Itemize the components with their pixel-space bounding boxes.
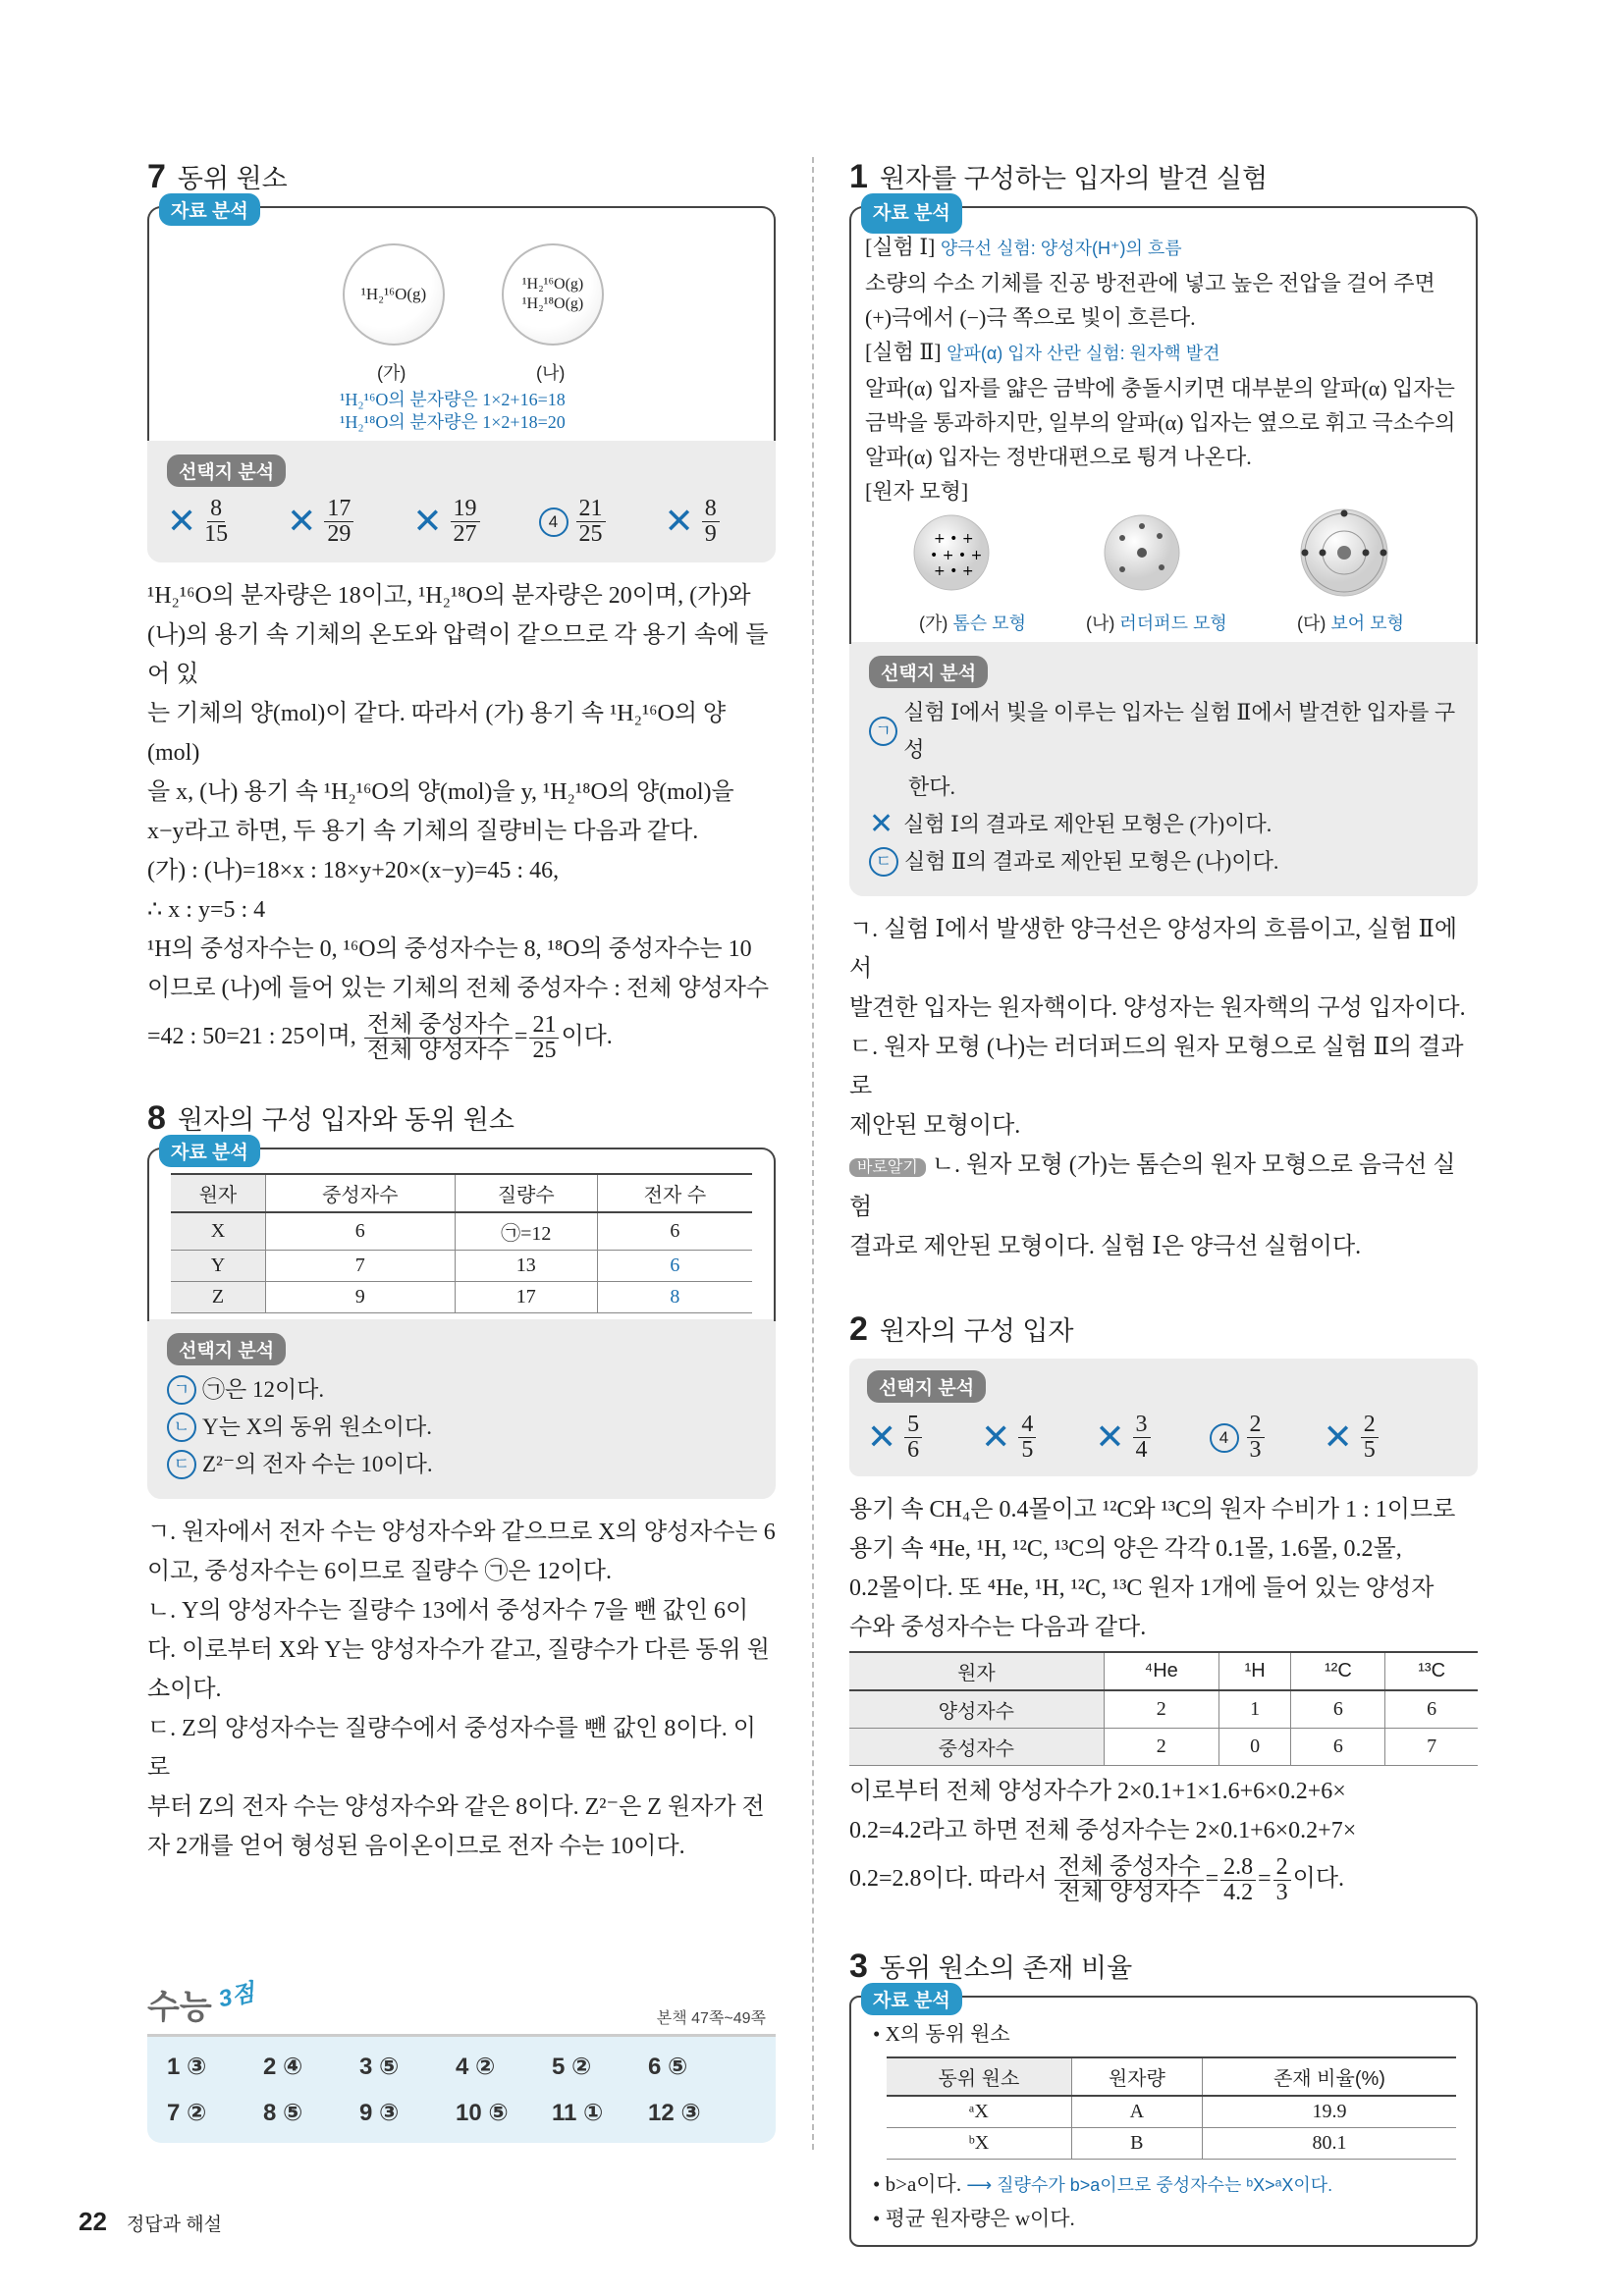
r1-explanation: ㄱ. 실험 Ⅰ에서 발생한 양극선은 양성자의 흐름이고, 실험 Ⅱ에서 발견한 입자는 원자핵이다. 양성자는 원자핵의 구성 입자이다. ㄷ. 원자 모형 (나)는 러더퍼드의 원자 모형으로 실험 Ⅱ의 결과로 제안된 모형이다. 바로알기 ㄴ. 원자 모형 (가)는 톰슨의 원자 모형으로 음극선 실험 결과로 제안된 모형이다. 실험 Ⅰ은 양극선 실험이다.: [849, 917, 1466, 1259]
q7-choice-3: ✕ $\frac{19}{27}$: [412, 497, 481, 547]
q7-final-line: =42 : 50=21 : 25이며, $\frac{\text{전체 중성자수}}{\text{전체 양성자수}}$ = $\frac{21}{25}$ 이다.: [147, 1012, 613, 1064]
correct-mark-icon: ㄱ: [167, 1375, 196, 1405]
r2-choice-4: 4 $\frac{2}{3}$: [1210, 1413, 1267, 1463]
r2-choice-1: ✕ $\frac{5}{6}$: [867, 1413, 924, 1463]
table-row: ᵃX A 19.9: [887, 2096, 1456, 2128]
table-row: ᵇX B 80.1: [887, 2128, 1456, 2160]
q7-choice-1: ✕ $\frac{8}{15}$: [167, 496, 229, 548]
wrong-mark-icon: ✕: [167, 501, 197, 542]
r2-choices: [867, 1413, 1460, 1463]
q8-table: 원자 중성자수 질량수 전자 수 X 6 ㉠=12 6 Y 7 13 6 Z 9 17 8: [171, 1173, 752, 1313]
q7-heading: 7 동위 원소: [147, 158, 288, 195]
q8-option-2: ㄴ Y는 X의 동위 원소이다.: [167, 1409, 756, 1446]
table-row: X 6 ㉠=12 6: [171, 1212, 752, 1251]
r2-table: 원자 ⁴He ¹H ¹²C ¹³C 양성자수 2 1 6 6 중성자수 2 0 6 7: [849, 1651, 1478, 1766]
table-row: 양성자수 2 1 6 6: [849, 1690, 1478, 1729]
thomson-model-icon: [914, 515, 989, 590]
correct-mark-icon: 4: [539, 507, 568, 537]
r2-heading: 2 원자의 구성 입자: [849, 1310, 1074, 1348]
r2-final-line: 0.2=2.8이다. 따라서 $\frac{\text{전체 중성자수}}{\text{전체 양성자수}}$ = $\frac{2.8}{4.2}$ = $\frac{2}{3}$ 이다.: [849, 1854, 1345, 1906]
data-analysis-tag: 자료 분석: [159, 1135, 260, 1167]
label-b: (나): [536, 363, 566, 383]
wrong-mark-icon: ✕: [664, 501, 694, 542]
r3-data-panel: 자료 분석 • X의 동위 원소 동위 원소 원자량 존재 비율(%) ᵃX A 19.9 ᵇX B 80.1 • b>a이다. ⟶ 질량수가 b>a이므로 중성자수는 ᵇX>ᵃX이다. • 평균 원자량은 w이다.: [849, 1996, 1478, 2247]
table-row: Y 7 13 6: [171, 1251, 752, 1282]
q7-choice-box: [147, 441, 776, 562]
correct-mark-icon: ㄴ: [167, 1413, 196, 1442]
model-label-a: (가) 톰슨 모형: [919, 614, 1026, 633]
choice-analysis-tag: 선택지 분석: [167, 454, 286, 487]
answer-key-range: 본책 47쪽~49쪽: [656, 2010, 766, 2027]
r2-choice-3: ✕ $\frac{3}{4}$: [1095, 1413, 1152, 1463]
q8-data-panel: [147, 1143, 776, 1321]
r2-calculation: 이로부터 전체 양성자수가 2×0.1+1×1.6+6×0.2+6× 0.2=4.2라고 하면 전체 중성자수는 2×0.1+6×0.2+7× 0.2=2.8이다. 따라서 $\frac{\text{전체 중성자수}}{\text{전체 양성자수}}$ = $\frac{2.8}{4.2}$ = $\frac{2}{3}$ 이다.: [849, 1772, 1478, 1907]
wrong-mark-icon: ✕: [1095, 1416, 1125, 1458]
q7-explanation: ¹H₂¹⁶O의 분자량은 18이고, ¹H₂¹⁸O의 분자량은 20이며, (가)와 (나)의 용기 속 기체의 온도와 압력이 같으므로 각 용기 속에 들어 있 는 기체의 양(mol)이 같다. 따라서 (가) 용기 속 ¹H₂¹⁶O의 양(mol) 을 x, (나) 용기 속 ¹H₂¹⁶O의 양(mol)을 y, ¹H₂¹⁸O의 양(mol)을 x−y라고 하면, 두 용기 속 기체의 질량비는 다음과 같다. (가) : (나)=18×x : 18×y+20×(x−y)=45 : 46, ∴ x : y=5 : 4 ¹H의 중성자수는 0, ¹⁶O의 중성자수는 8, ¹⁸O의 중성자수는 10 이므로 (나)에 들어 있는 기체의 전체 중성자수 : 전체 양성자수 =42 : 50=21 : 25이며, $\frac{\text{전체 중성자수}}{\text{전체 양성자수}}$ = $\frac{21}{25}$ 이다.: [147, 576, 776, 1065]
data-analysis-tag: 자료 분석: [861, 193, 962, 234]
correct-mark-icon: ㄷ: [869, 847, 898, 877]
table-row: Z 9 17 8: [171, 1282, 752, 1313]
container-b: ¹H₂¹⁶O(g) ¹H₂¹⁸O(g): [502, 243, 604, 346]
answer-key-title: 수능: [147, 1989, 212, 2026]
correct-mark-icon: ㄷ: [167, 1450, 196, 1479]
table-row: 중성자수 2 0 6 7: [849, 1729, 1478, 1766]
r1-heading: 1 원자를 구성하는 입자의 발견 실험: [849, 158, 1269, 195]
q8-option-1: ㄱ ㉠은 12이다.: [167, 1371, 756, 1409]
correct-mark-icon: ㄱ: [869, 717, 897, 746]
bohr-model-icon: [1301, 509, 1387, 596]
q8-heading: 8 원자의 구성 입자와 동위 원소: [147, 1099, 514, 1138]
wrong-mark-icon: ✕: [869, 807, 894, 841]
svg-text:• + • +: • + • +: [930, 548, 983, 563]
wrong-mark-icon: ✕: [412, 501, 443, 542]
footer-text: 정답과 해설: [126, 2215, 222, 2235]
svg-text:+ • +: + • +: [934, 531, 974, 547]
q7-choice-4: 4 $\frac{21}{25}$: [539, 497, 608, 547]
q7-choice-2: ✕ $\frac{17}{29}$: [287, 497, 355, 547]
atom-models-figure: [865, 508, 1462, 636]
right-column: [849, 157, 1478, 2247]
wrong-mark-icon: ✕: [1323, 1416, 1353, 1458]
data-analysis-tag: 자료 분석: [159, 193, 260, 226]
r2-explanation: 용기 속 CH₄은 0.4몰이고 ¹²C와 ¹³C의 원자 수비가 1 : 1이므로 용기 속 ⁴He, ¹H, ¹²C, ¹³C의 양은 각각 0.1몰, 1.6몰, 0.2몰, 0.2몰이다. 또 ⁴He, ¹H, ¹²C, ¹³C 원자 1개에 들어 있는 양성자 수와 중성자수는 다음과 같다.: [849, 1497, 1456, 1641]
wrong-mark-icon: ✕: [981, 1416, 1011, 1458]
data-analysis-tag: 자료 분석: [861, 1983, 962, 2015]
q7-note-1: ¹H₂¹⁶O의 분자량은 1×2+16=18: [340, 390, 566, 409]
q7-data-panel: [147, 201, 776, 441]
q7-choice-5: ✕ $\frac{8}{9}$: [665, 497, 722, 547]
column-divider: [812, 157, 814, 2150]
r1-option-3: ㄷ 실험 Ⅱ의 결과로 제안된 모형은 (나)이다.: [869, 843, 1458, 881]
answer-key-badge: 3점: [215, 1979, 257, 2013]
label-a: (가): [377, 363, 406, 383]
left-column: [147, 157, 776, 1866]
wrong-mark-icon: ✕: [867, 1416, 897, 1458]
r3-heading: 3 동위 원소의 존재 비율: [849, 1948, 1133, 1986]
r2-choice-5: ✕ $\frac{2}{5}$: [1324, 1413, 1380, 1463]
fix-tag: 바로알기: [849, 1158, 926, 1177]
r3-table: 동위 원소 원자량 존재 비율(%) ᵃX A 19.9 ᵇX B 80.1: [887, 2056, 1456, 2160]
r2-choice-box: [849, 1359, 1478, 1476]
model-label-b: (나) 러더퍼드 모형: [1086, 614, 1227, 633]
wrong-mark-icon: ✕: [287, 501, 317, 542]
r1-option-1: ㄱ 실험 Ⅰ에서 빛을 이루는 입자는 실험 Ⅱ에서 발견한 입자를 구성: [869, 694, 1458, 769]
correct-mark-icon: 4: [1210, 1423, 1239, 1453]
container-a: ¹H₂¹⁶O(g): [343, 243, 445, 346]
answer-key: [147, 1973, 776, 2143]
q8-explanation: ㄱ. 원자에서 전자 수는 양성자수와 같으므로 X의 양성자수는 6 이고, 중성자수는 6이므로 질량수 ㉠은 12이다. ㄴ. Y의 양성자수는 질량수 13에서 중성자수 7을 뺀 값인 6이 다. 이로부터 X와 Y는 양성자수가 같고, 질량수가 다른 동위 원 소이다. ㄷ. Z의 양성자수는 질량수에서 중성자수를 뺀 값인 8이다. 이로 부터 Z의 전자 수는 양성자수와 같은 8이다. Z²⁻은 Z 원자가 전 자 2개를 얻어 형성된 음이온이므로 전자 수는 10이다.: [147, 1520, 776, 1860]
r1-choice-box: 선택지 분석 ㄱ 실험 Ⅰ에서 빛을 이루는 입자는 실험 Ⅱ에서 발견한 입자를 구성 한다. ✕ 실험 Ⅰ의 결과로 제안된 모형은 (가)이다. ㄷ 실험 Ⅱ의 결과로 제안된 모형은 (나)이다.: [849, 642, 1478, 896]
r1-data-panel: 자료 분석 [실험 Ⅰ] 양극선 실험: 양성자(H⁺)의 흐름 소량의 수소 기체를 진공 방전관에 넣고 높은 전압을 걸어 주면 (+)극에서 (−)극 쪽으로 빛이 흐른다. [실험 Ⅱ] 알파(α) 입자 산란 실험: 원자핵 발견 알파(α) 입자를 얇은 금박에 충돌시키면 대부분의 알파(α) 입자는 금박을 통과하지만, 일부의 알파(α) 입자는 옆으로 휘고 극소수의 알파(α) 입자는 정반대편으로 튕겨 나온다. [원자 모형] + • + • + • + + • + (가) 톰슨 모형 (나) 러더퍼드 모형 (다) 보어 모형: [849, 206, 1478, 644]
svg-text:+ • +: + • +: [934, 563, 974, 579]
answer-grid: 1 ③ 2 ④ 3 ⑤ 4 ② 5 ② 6 ⑤ 7 ② 8 ⑤ 9 ③ 10 ⑤ 11 ① 12 ③: [147, 2037, 776, 2143]
r2-choice-2: ✕ $\frac{4}{5}$: [981, 1413, 1038, 1463]
q7-figure: [163, 234, 760, 435]
choice-analysis-tag: 선택지 분석: [869, 656, 988, 688]
q8-option-3: ㄷ Z²⁻의 전자 수는 10이다.: [167, 1446, 756, 1483]
q7-choices: [167, 497, 756, 547]
rutherford-model-icon: [1105, 515, 1179, 590]
page-number: 22: [79, 2207, 107, 2236]
choice-analysis-tag: 선택지 분석: [167, 1333, 286, 1365]
choice-analysis-tag: 선택지 분석: [867, 1370, 986, 1403]
r1-option-2: ✕ 실험 Ⅰ의 결과로 제안된 모형은 (가)이다.: [869, 807, 1272, 841]
q8-choice-box: [147, 1319, 776, 1499]
q7-note-2: ¹H₂¹⁸O의 분자량은 1×2+18=20: [340, 412, 566, 432]
page-footer: [79, 2207, 222, 2237]
model-label-c: (다) 보어 모형: [1297, 614, 1404, 633]
